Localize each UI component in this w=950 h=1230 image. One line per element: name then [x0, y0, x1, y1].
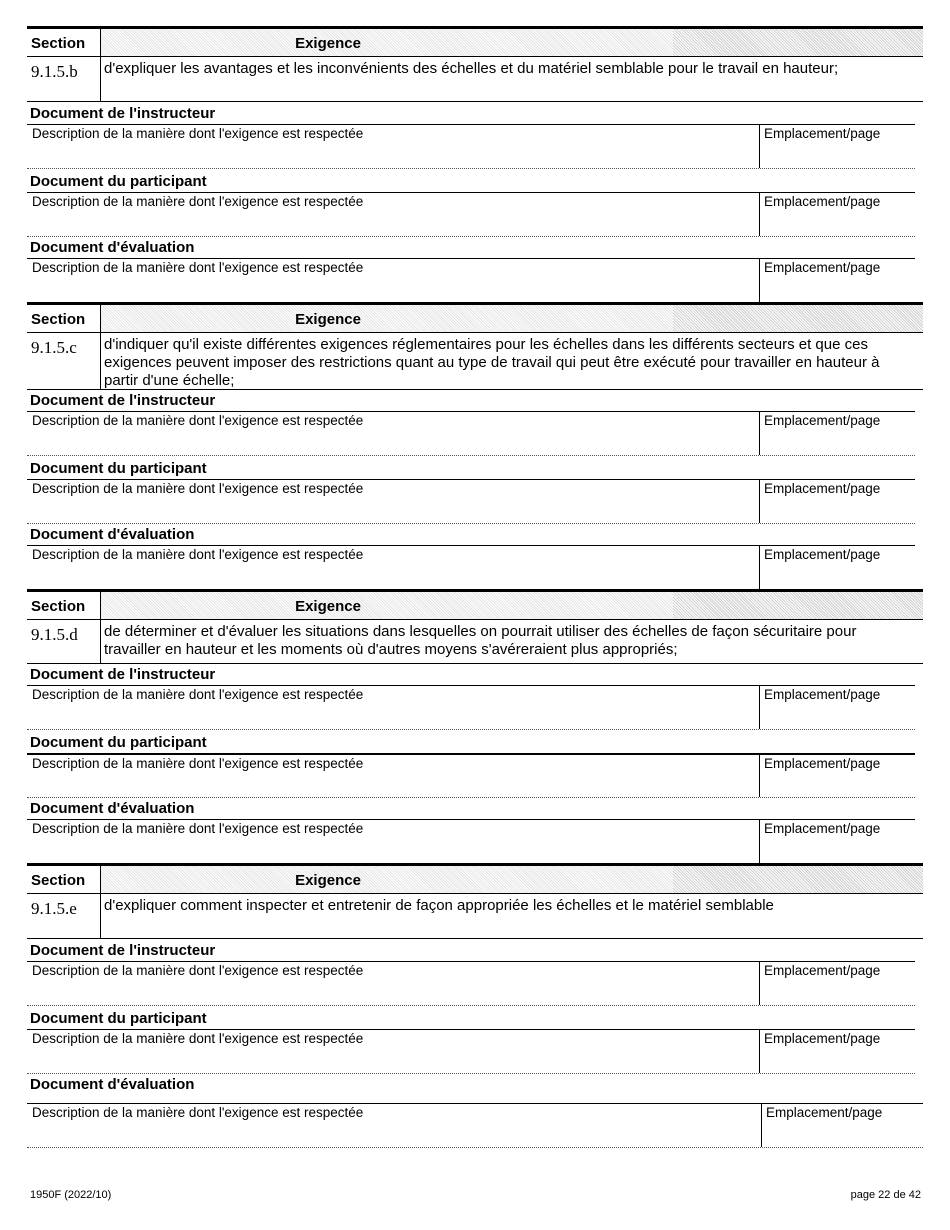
location-page-field[interactable]: Emplacement/page	[759, 125, 915, 168]
requirement-row	[27, 333, 923, 390]
description-field[interactable]: Description de la manière dont l'exigence est respectée	[32, 194, 364, 209]
table-header	[27, 863, 923, 894]
section-header: Section	[27, 592, 101, 619]
location-page-field[interactable]: Emplacement/page	[759, 820, 915, 863]
instructor-doc-row	[27, 685, 915, 730]
instructor-doc-row	[27, 124, 915, 169]
form-page	[27, 26, 923, 1148]
requirement-text: d'expliquer comment inspecter et entretenir de façon appropriée les échelles et le matériel semblable	[104, 897, 774, 914]
exigence-header	[101, 592, 923, 619]
location-page-field[interactable]: Emplacement/page	[759, 480, 915, 523]
location-page-field[interactable]: Emplacement/page	[759, 259, 915, 302]
participant-doc-title: Document du participant	[30, 460, 207, 477]
section-header: Section	[27, 29, 101, 56]
page-number: page 22 de 42	[850, 1189, 921, 1201]
section-header: Section	[27, 305, 101, 332]
exigence-header-label: Exigence	[295, 35, 361, 52]
section-header: Section	[27, 866, 101, 893]
location-page-field[interactable]: Emplacement/page	[759, 686, 915, 729]
location-page-field[interactable]: Emplacement/page	[759, 755, 915, 797]
requirement-text: d'expliquer les avantages et les inconvénients des échelles et du matériel semblable pour le travail en hauteur;	[104, 60, 839, 77]
instructor-doc-title: Document de l'instructeur	[30, 942, 216, 959]
location-page-field[interactable]: Emplacement/page	[759, 546, 915, 589]
exigence-header	[101, 866, 923, 893]
participant-doc-title: Document du participant	[30, 1010, 207, 1027]
description-field[interactable]: Description de la manière dont l'exigence est respectée	[32, 547, 364, 562]
instructor-doc-row	[27, 411, 915, 456]
exigence-header	[101, 305, 923, 332]
exigence-header-label: Exigence	[295, 598, 361, 615]
description-field[interactable]: Description de la manière dont l'exigence est respectée	[32, 260, 364, 275]
description-field[interactable]: Description de la manière dont l'exigence est respectée	[32, 413, 364, 428]
exigence-header-label: Exigence	[295, 311, 361, 328]
evaluation-doc-row	[27, 819, 915, 863]
requirement-block	[27, 302, 923, 589]
section-number: 9.1.5.b	[27, 57, 101, 101]
evaluation-doc-row	[27, 258, 915, 302]
table-header	[27, 302, 923, 333]
participant-doc-row	[27, 479, 915, 524]
participant-doc-row	[27, 1029, 915, 1074]
evaluation-doc-title: Document d'évaluation	[30, 800, 195, 817]
requirement-block	[27, 863, 923, 1148]
evaluation-doc-row	[27, 545, 915, 589]
participant-doc-title: Document du participant	[30, 173, 207, 190]
description-field[interactable]: Description de la manière dont l'exigence est respectée	[32, 1031, 364, 1046]
location-page-field[interactable]: Emplacement/page	[759, 962, 915, 1005]
section-number: 9.1.5.c	[27, 333, 101, 389]
requirement-text: de déterminer et d'évaluer les situations dans lesquelles on pourrait utiliser des échelles de façon sécuritaire pour travailler en hauteur et les moments où d'autres moyens s'avéreraient plus appropriés;	[104, 623, 857, 658]
requirement-block	[27, 26, 923, 302]
section-number: 9.1.5.d	[27, 620, 101, 663]
requirement-row	[27, 620, 923, 664]
instructor-doc-title: Document de l'instructeur	[30, 666, 216, 683]
description-field[interactable]: Description de la manière dont l'exigence est respectée	[32, 481, 364, 496]
description-field[interactable]: Description de la manière dont l'exigence est respectée	[32, 821, 364, 836]
evaluation-doc-row	[27, 1103, 923, 1148]
evaluation-doc-title: Document d'évaluation	[30, 239, 195, 256]
exigence-header-label: Exigence	[295, 872, 361, 889]
description-field[interactable]: Description de la manière dont l'exigence est respectée	[32, 687, 364, 702]
description-field[interactable]: Description de la manière dont l'exigence est respectée	[32, 126, 364, 141]
location-page-field[interactable]: Emplacement/page	[759, 412, 915, 455]
instructor-doc-title: Document de l'instructeur	[30, 392, 216, 409]
form-id: 1950F (2022/10)	[30, 1189, 112, 1201]
description-field[interactable]: Description de la manière dont l'exigence est respectée	[32, 756, 364, 771]
exigence-header	[101, 29, 923, 56]
participant-doc-row	[27, 192, 915, 237]
location-page-field[interactable]: Emplacement/page	[761, 1104, 923, 1147]
evaluation-doc-title: Document d'évaluation	[30, 526, 195, 543]
evaluation-doc-title: Document d'évaluation	[30, 1076, 195, 1093]
participant-doc-row	[27, 753, 915, 798]
instructor-doc-title: Document de l'instructeur	[30, 105, 216, 122]
requirement-text: d'indiquer qu'il existe différentes exigences réglementaires pour les échelles dans les différents secteurs et que ces exigences peuvent imposer des restrictions quant au type de travail qui peut être exécuté pour travailler en hauteur à partir d'une échelle;	[104, 336, 880, 389]
requirement-block	[27, 589, 923, 863]
location-page-field[interactable]: Emplacement/page	[759, 1030, 915, 1073]
location-page-field[interactable]: Emplacement/page	[759, 193, 915, 236]
participant-doc-title: Document du participant	[30, 734, 207, 751]
section-number: 9.1.5.e	[27, 894, 101, 938]
description-field[interactable]: Description de la manière dont l'exigence est respectée	[32, 1105, 364, 1120]
instructor-doc-row	[27, 961, 915, 1006]
table-header	[27, 26, 923, 57]
description-field[interactable]: Description de la manière dont l'exigence est respectée	[32, 963, 364, 978]
table-header	[27, 589, 923, 620]
requirement-row	[27, 894, 923, 939]
requirement-row	[27, 57, 923, 102]
